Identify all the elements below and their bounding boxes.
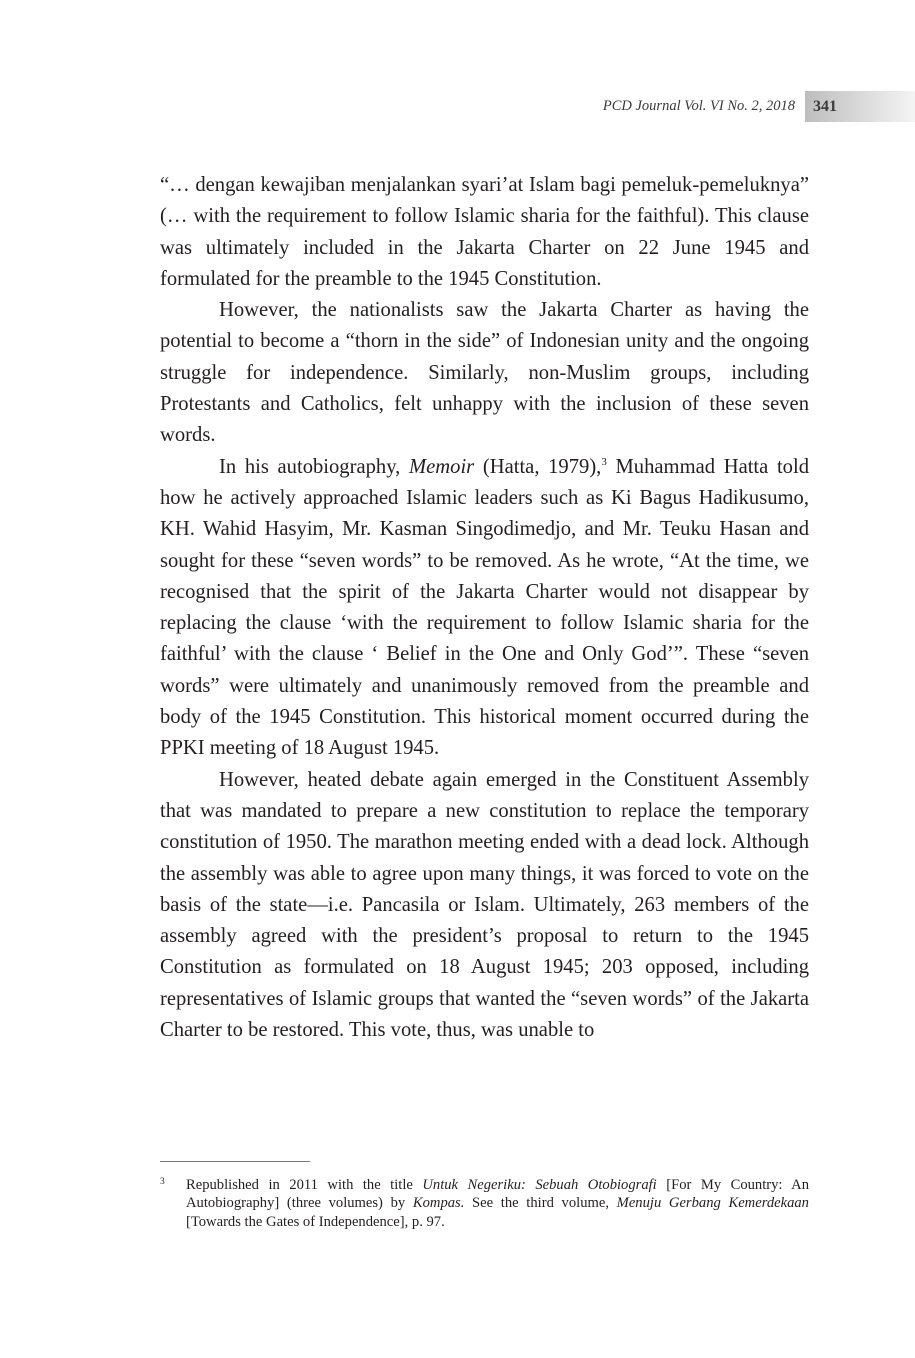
footnote-text-a: Republished in 2011 with the title (186, 1177, 423, 1193)
footnote-publisher: Kompas. (412, 1195, 465, 1212)
footnote (160, 1176, 809, 1231)
paragraph-3 (160, 452, 809, 765)
paragraph-3-text-c: Muhammad Hatta told how he actively approached Islamic leaders such as Ki Bagus Hadikusumo, KH. Wahid Hasyim, Mr. Kasman Singodimedjo, and Mr. Teuku Hasan and sought for these “seven words” to be removed. As he wrote, “At the time, we recognised that the spirit of the Jakarta Charter would not disappear by replacing the clause ‘with the requirement to follow Islamic sharia for the faithful’ with the clause ‘ Belief in the One and Only God’”. These “seven words” were ultimately and unanimously removed from the preamble and body of the 1945 Constitution. This historical moment occurred during the PPKI meeting of 18 August 1945. (160, 455, 809, 760)
page-number: 341 (813, 97, 837, 115)
footnote-text-c: See the third volume, (464, 1195, 617, 1212)
footnote-text (186, 1176, 809, 1231)
footnote-text-d: [Towards the Gates of Independence], p. 97. (186, 1213, 445, 1230)
footnote-text-b: [For My Country: An Autobiography] (three volumes) by (186, 1177, 810, 1212)
page-number-tab (805, 91, 915, 122)
footnote-volume-title: Menuju Gerbang Kemerdekaan (616, 1195, 809, 1212)
journal-title: PCD Journal Vol. VI No. 2, 2018 (602, 98, 795, 114)
running-header (515, 91, 915, 122)
body-text (160, 170, 809, 1046)
paragraph-3-text-a: In his autobiography, (219, 455, 409, 478)
footnote-reference: 3 (601, 455, 607, 468)
paragraph-4: However, heated debate again emerged in the Constituent Assembly that was mandated to prepare a new constitution to replace the temporary constitution of 1950. The marathon meeting ended with a dead lock. Although the assembly was able to agree upon many things, it was forced to vote on the basis of the state—i.e. Pancasila or Islam. Ultimately, 263 members of the assembly agreed with the president’s proposal to return to the 1945 Constitution as formulated on 18 August 1945; 203 opposed, including representatives of Islamic groups that wanted the “seven words” of the Jakarta Charter to be restored. This vote, thus, was unable to (160, 768, 809, 1042)
paragraph-2: However, the nationalists saw the Jakarta Charter as having the potential to become a “thorn in the side” of Indonesian unity and the ongoing struggle for independence. Similarly, non-Muslim groups, including Protestants and Catholics, felt unhappy with the inclusion of these seven words. (160, 299, 809, 447)
paragraph-1: “… dengan kewajiban menjalankan syari’at Islam bagi pemeluk-pemeluknya” (… with the requirement to follow Islamic sharia for the faithful). This clause was ultimately included in the Jakarta Charter on 22 June 1945 and formulated for the preamble to the 1945 Constitution. (160, 174, 809, 290)
footnote-book-title: Untuk Negeriku: Sebuah Otobiografi (422, 1177, 657, 1193)
footnote-divider (160, 1161, 310, 1162)
paragraph-3-text-b: (Hatta, 1979), (474, 455, 602, 478)
footnote-marker: 3 (160, 1177, 165, 1187)
memoir-title: Memoir (408, 455, 475, 478)
